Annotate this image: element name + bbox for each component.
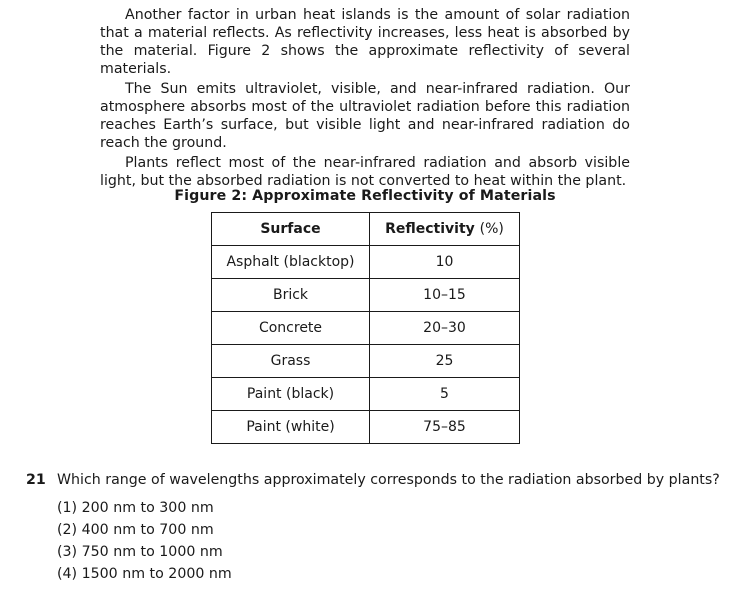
header-reflectivity-unit: (%): [479, 221, 504, 237]
table-row: [212, 411, 520, 444]
header-surface: Surface: [212, 213, 370, 246]
answer-choice-2[interactable]: (2) 400 nm to 700 nm: [57, 522, 214, 538]
table-row: [212, 378, 520, 411]
cell-reflectivity: 10–15: [370, 279, 520, 312]
reflectivity-table: [211, 212, 520, 444]
cell-surface: Concrete: [212, 312, 370, 345]
question-number: 21: [26, 472, 46, 488]
cell-surface: Paint (white): [212, 411, 370, 444]
cell-reflectivity: 20–30: [370, 312, 520, 345]
cell-surface: Brick: [212, 279, 370, 312]
header-reflectivity: [370, 213, 520, 246]
table-header-row: [212, 213, 520, 246]
question: [26, 471, 720, 489]
table-row: [212, 279, 520, 312]
answer-choice-1[interactable]: (1) 200 nm to 300 nm: [57, 500, 214, 516]
answer-choice-3[interactable]: (3) 750 nm to 1000 nm: [57, 544, 223, 560]
passage: [100, 6, 630, 190]
table-row: [212, 345, 520, 378]
figure-title: Figure 2: Approximate Reflectivity of Materials: [174, 188, 556, 204]
cell-surface: Asphalt (blacktop): [212, 246, 370, 279]
cell-reflectivity: 75–85: [370, 411, 520, 444]
table-row: [212, 246, 520, 279]
question-text: Which range of wavelengths approximately corresponds to the radiation absorbed by plants?: [57, 472, 720, 488]
answer-choices: [57, 497, 232, 585]
passage-paragraph-2: The Sun emits ultraviolet, visible, and near-infrared radiation. Our atmosphere absorbs most of the ultraviolet radiation before this radiation reaches Earth’s surface, but visible light and near-infrared radiation do reach the ground.: [100, 81, 630, 151]
cell-reflectivity: 5: [370, 378, 520, 411]
answer-choice-4[interactable]: (4) 1500 nm to 2000 nm: [57, 566, 232, 582]
header-reflectivity-label: Reflectivity: [385, 221, 475, 237]
cell-surface: Grass: [212, 345, 370, 378]
cell-surface: Paint (black): [212, 378, 370, 411]
passage-paragraph-3: Plants reflect most of the near-infrared radiation and absorb visible light, but the absorbed radiation is not converted to heat within the plant.: [100, 155, 630, 189]
cell-reflectivity: 10: [370, 246, 520, 279]
cell-reflectivity: 25: [370, 345, 520, 378]
table-row: [212, 312, 520, 345]
passage-paragraph-1: Another factor in urban heat islands is the amount of solar radiation that a material reflects. As reflectivity increases, less heat is absorbed by the material. Figure 2 shows the approximate reflectivity of several materials.: [100, 7, 630, 77]
